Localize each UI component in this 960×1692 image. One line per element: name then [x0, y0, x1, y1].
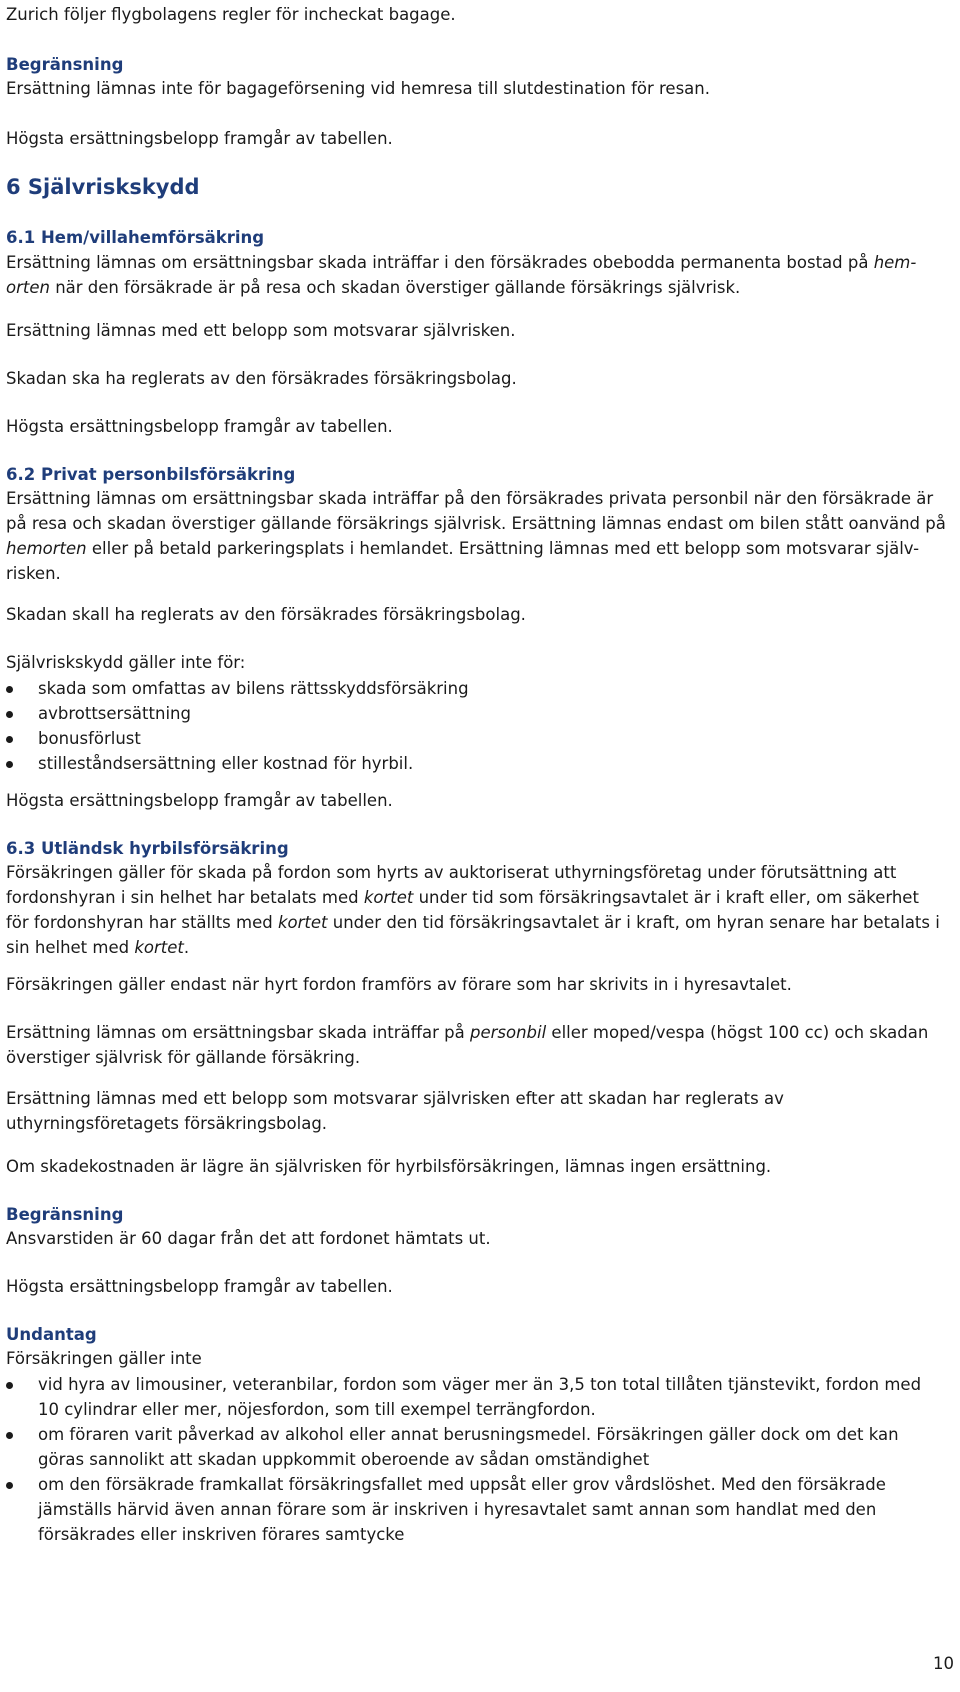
limitation-heading: Begränsning: [6, 55, 124, 74]
s61-paragraph-4: Högsta ersättningsbelopp framgår av tabellen.: [6, 417, 393, 436]
s61-paragraph-2: Ersättning lämnas med ett belopp som motsvarar självrisken.: [6, 321, 516, 340]
list-item: skada som omfattas av bilens rättsskyddsförsäkring: [6, 676, 946, 701]
s62-paragraph-2: Skadan skall ha reglerats av den försäkrades försäkringsbolag.: [6, 605, 526, 624]
bullet-icon: [6, 711, 13, 718]
s63-heading: 6.3 Utländsk hyrbilsförsäkring: [6, 839, 289, 858]
s63-exception-heading: Undantag: [6, 1325, 97, 1344]
s63-paragraph-6: Högsta ersättningsbelopp framgår av tabellen.: [6, 1277, 393, 1296]
s62-list: [6, 676, 946, 776]
list-item: bonusförlust: [6, 726, 946, 751]
s63-limitation-heading: Begränsning: [6, 1205, 124, 1224]
bullet-icon: [6, 1382, 13, 1389]
bullet-icon: [6, 736, 13, 743]
s63-paragraph-4: Ersättning lämnas med ett belopp som motsvarar självrisken efter att skadan har reglerats av uthyrningsföretagets försäkringsbolag.: [6, 1089, 784, 1133]
s63-exception-intro: Försäkringen gäller inte: [6, 1349, 202, 1368]
bullet-icon: [6, 1432, 13, 1439]
s62-heading: 6.2 Privat personbilsförsäkring: [6, 465, 296, 484]
s62-paragraph-1: Ersättning lämnas om ersättningsbar skada inträffar på den försäkrades privata personbil när den försäkrade är på resa och skadan överstiger gällande försäkrings självrisk. Ersättning lämnas endast om bilen stått oanvänd på hemorten eller på betald parkeringsplats i hemlandet. Ersättning lämnas med ett belopp som motsvarar själv-risken.: [6, 489, 946, 583]
bullet-icon: [6, 1482, 13, 1489]
list-item: stilleståndsersättning eller kostnad för hyrbil.: [6, 751, 946, 776]
bullet-icon: [6, 686, 13, 693]
list-item: om föraren varit påverkad av alkohol eller annat berusningsmedel. Försäkringen gäller dock om det kan göras sannolikt att skadan uppkommit oberoende av sådan omständighet: [6, 1422, 946, 1472]
s63-paragraph-3: Ersättning lämnas om ersättningsbar skada inträffar på personbil eller moped/vespa (högst 100 cc) och skadan överstiger självrisk för gällande försäkring.: [6, 1023, 929, 1067]
s62-paragraph-3: Självriskskydd gäller inte för:: [6, 653, 246, 672]
bullet-icon: [6, 761, 13, 768]
page-number: 10: [933, 1654, 954, 1673]
list-item: om den försäkrade framkallat försäkringsfallet med uppsåt eller grov vårdslöshet. Med den försäkrade jämställs härvid även annan förare som är inskriven i hyresavtalet samt annan som handlat med den försäkrades eller inskriven förares samtycke: [6, 1472, 946, 1547]
list-item: avbrottsersättning: [6, 701, 946, 726]
s63-limitation-text: Ansvarstiden är 60 dagar från det att fordonet hämtats ut.: [6, 1229, 491, 1248]
list-item: vid hyra av limousiner, veteranbilar, fordon som väger mer än 3,5 ton total tillåten tjänstevikt, fordon med 10 cylindrar eller mer, nöjesfordon, som till exempel terrängfordon.: [6, 1372, 946, 1422]
limitation-text: Ersättning lämnas inte för bagageförsening vid hemresa till slutdestination för resan.: [6, 79, 710, 98]
s61-heading: 6.1 Hem/villahemförsäkring: [6, 228, 265, 247]
section-title: 6 Självriskskydd: [6, 175, 200, 199]
intro-text: Zurich följer flygbolagens regler för incheckat bagage.: [6, 5, 456, 24]
max-amount-text: Högsta ersättningsbelopp framgår av tabellen.: [6, 129, 393, 148]
s63-paragraph-2: Försäkringen gäller endast när hyrt fordon framförs av förare som har skrivits in i hyresavtalet.: [6, 975, 792, 994]
s61-paragraph-1: Ersättning lämnas om ersättningsbar skada inträffar i den försäkrades obebodda permanenta bostad på hem-orten när den försäkrade är på resa och skadan överstiger gällande försäkrings självrisk.: [6, 253, 917, 297]
s63-exception-list: [6, 1372, 946, 1547]
s62-paragraph-4: Högsta ersättningsbelopp framgår av tabellen.: [6, 791, 393, 810]
s61-paragraph-3: Skadan ska ha reglerats av den försäkrades försäkringsbolag.: [6, 369, 517, 388]
s63-paragraph-1: Försäkringen gäller för skada på fordon som hyrts av auktoriserat uthyrningsföretag under förutsättning att fordonshyran i sin helhet har betalats med kortet under tid som försäkringsavtalet är i kraft eller, om säkerhet för fordonshyran har ställts med kortet under den tid försäkringsavtalet är i kraft, om hyran senare har betalats i sin helhet med kortet.: [6, 863, 940, 957]
s63-paragraph-5: Om skadekostnaden är lägre än självrisken för hyrbilsförsäkringen, lämnas ingen ersättning.: [6, 1157, 772, 1176]
